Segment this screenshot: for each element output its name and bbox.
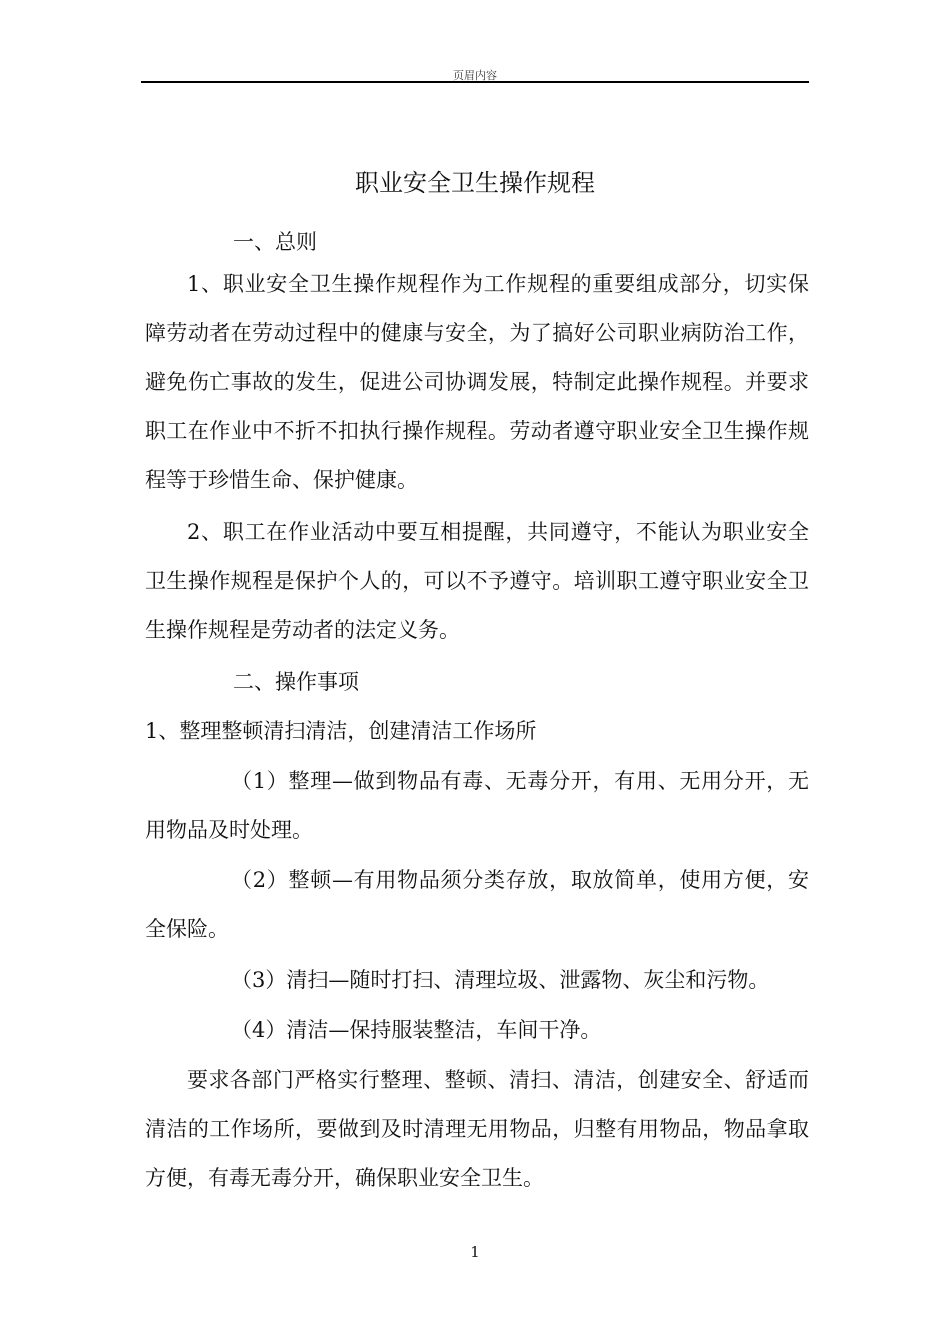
page-header: 页眉内容	[453, 69, 497, 82]
list-item-2: （2）整顿—有用物品须分类存放，取放简单，使用方便，安全保险。	[145, 868, 809, 941]
paragraph-2: 2、职工在作业活动中要互相提醒，共同遵守，不能认为职业安全卫生操作规程是保护个人的，可以不予遵守。培训职工遵守职业安全卫生操作规程是劳动者的法定义务。	[145, 520, 809, 642]
list-item-3: （3）清扫—随时打扫、清理垃圾、泄露物、灰尘和污物。	[231, 968, 770, 992]
list-item-1: （1）整理—做到物品有毒、无毒分开，有用、无用分开，无用物品及时处理。	[145, 769, 809, 842]
paragraph-1: 1、职业安全卫生操作规程作为工作规程的重要组成部分，切实保障劳动者在劳动过程中的健康与安全，为了搞好公司职业病防治工作，避免伤亡事故的发生，促进公司协调发展，特制定此操作规程。并要求职工在作业中不折不扣执行操作规程。劳动者遵守职业安全卫生操作规程等于珍惜生命、保护健康。	[145, 272, 809, 492]
page-number: 1	[470, 1243, 480, 1261]
section-heading-operations: 二、操作事项	[233, 670, 359, 694]
section-heading-general: 一、总则	[233, 230, 317, 254]
document-title: 职业安全卫生操作规程	[355, 169, 595, 197]
paragraph-requirements: 要求各部门严格实行整理、整顿、清扫、清洁，创建安全、舒适而清洁的工作场所，要做到及时清理无用物品，归整有用物品，物品拿取方便，有毒无毒分开，确保职业安全卫生。	[145, 1068, 809, 1190]
list-item-4: （4）清洁—保持服装整洁，车间干净。	[231, 1018, 602, 1042]
header-rule	[141, 81, 809, 83]
paragraph-item-1: 1、整理整顿清扫清洁，创建清洁工作场所	[145, 719, 537, 743]
